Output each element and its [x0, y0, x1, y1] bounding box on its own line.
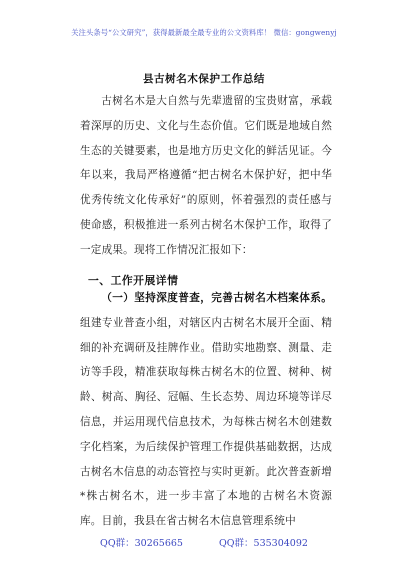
subsection-lead: （一）坚持深度普查，完善古树名木档案体系。: [101, 292, 332, 304]
document-title: 县古树名木保护工作总结: [142, 73, 266, 85]
footer-qq-group-1: QQ群：30265665: [100, 538, 183, 549]
subsection-paragraph: [80, 286, 332, 534]
subsection-text: 组建专业普查小组，对辖区内古树名木展开全面、精细的补充调研及挂牌作业。借助实地勘察、测量、走访等手段，精准获取每株古树名木的位置、树种、树龄、树高、胸径、冠幅、生长态势、周边环境等详尽信息，并运用现代信息技术，为每株古树名木创建数字化档案，为后续保护管理工作提供基础数据，达成古树名木信息的动态管控与实时更新。此次普查新增*株古树名木，进一步丰富了本地的古树名木资源库。目前，我县在省古树名木信息管理系统中: [80, 316, 332, 528]
section-heading: 一、工作开展详情: [88, 274, 179, 287]
footer-qq-group-2: QQ群：535304092: [218, 538, 308, 549]
footer: [0, 535, 408, 549]
intro-paragraph: 古树名木是大自然与先辈遗留的宝贵财富，承载着深厚的历史、文化与生态价值。它们既是地域自然生态的关键要素，也是地方历史文化的鲜活见证。今年以来，我局严格遵循“把古树名木保护好，把中华优秀传统文化传承好”的原则，怀着强烈的责任感与使命感，积极推进一系列古树名木保护工作，取得了一定成果。现将工作情况汇报如下：: [80, 95, 332, 256]
header-note: 关注头条号“公文研究”，获得最新最全最专业的公文资料库！ 微信：gongwenyj: [71, 28, 337, 37]
